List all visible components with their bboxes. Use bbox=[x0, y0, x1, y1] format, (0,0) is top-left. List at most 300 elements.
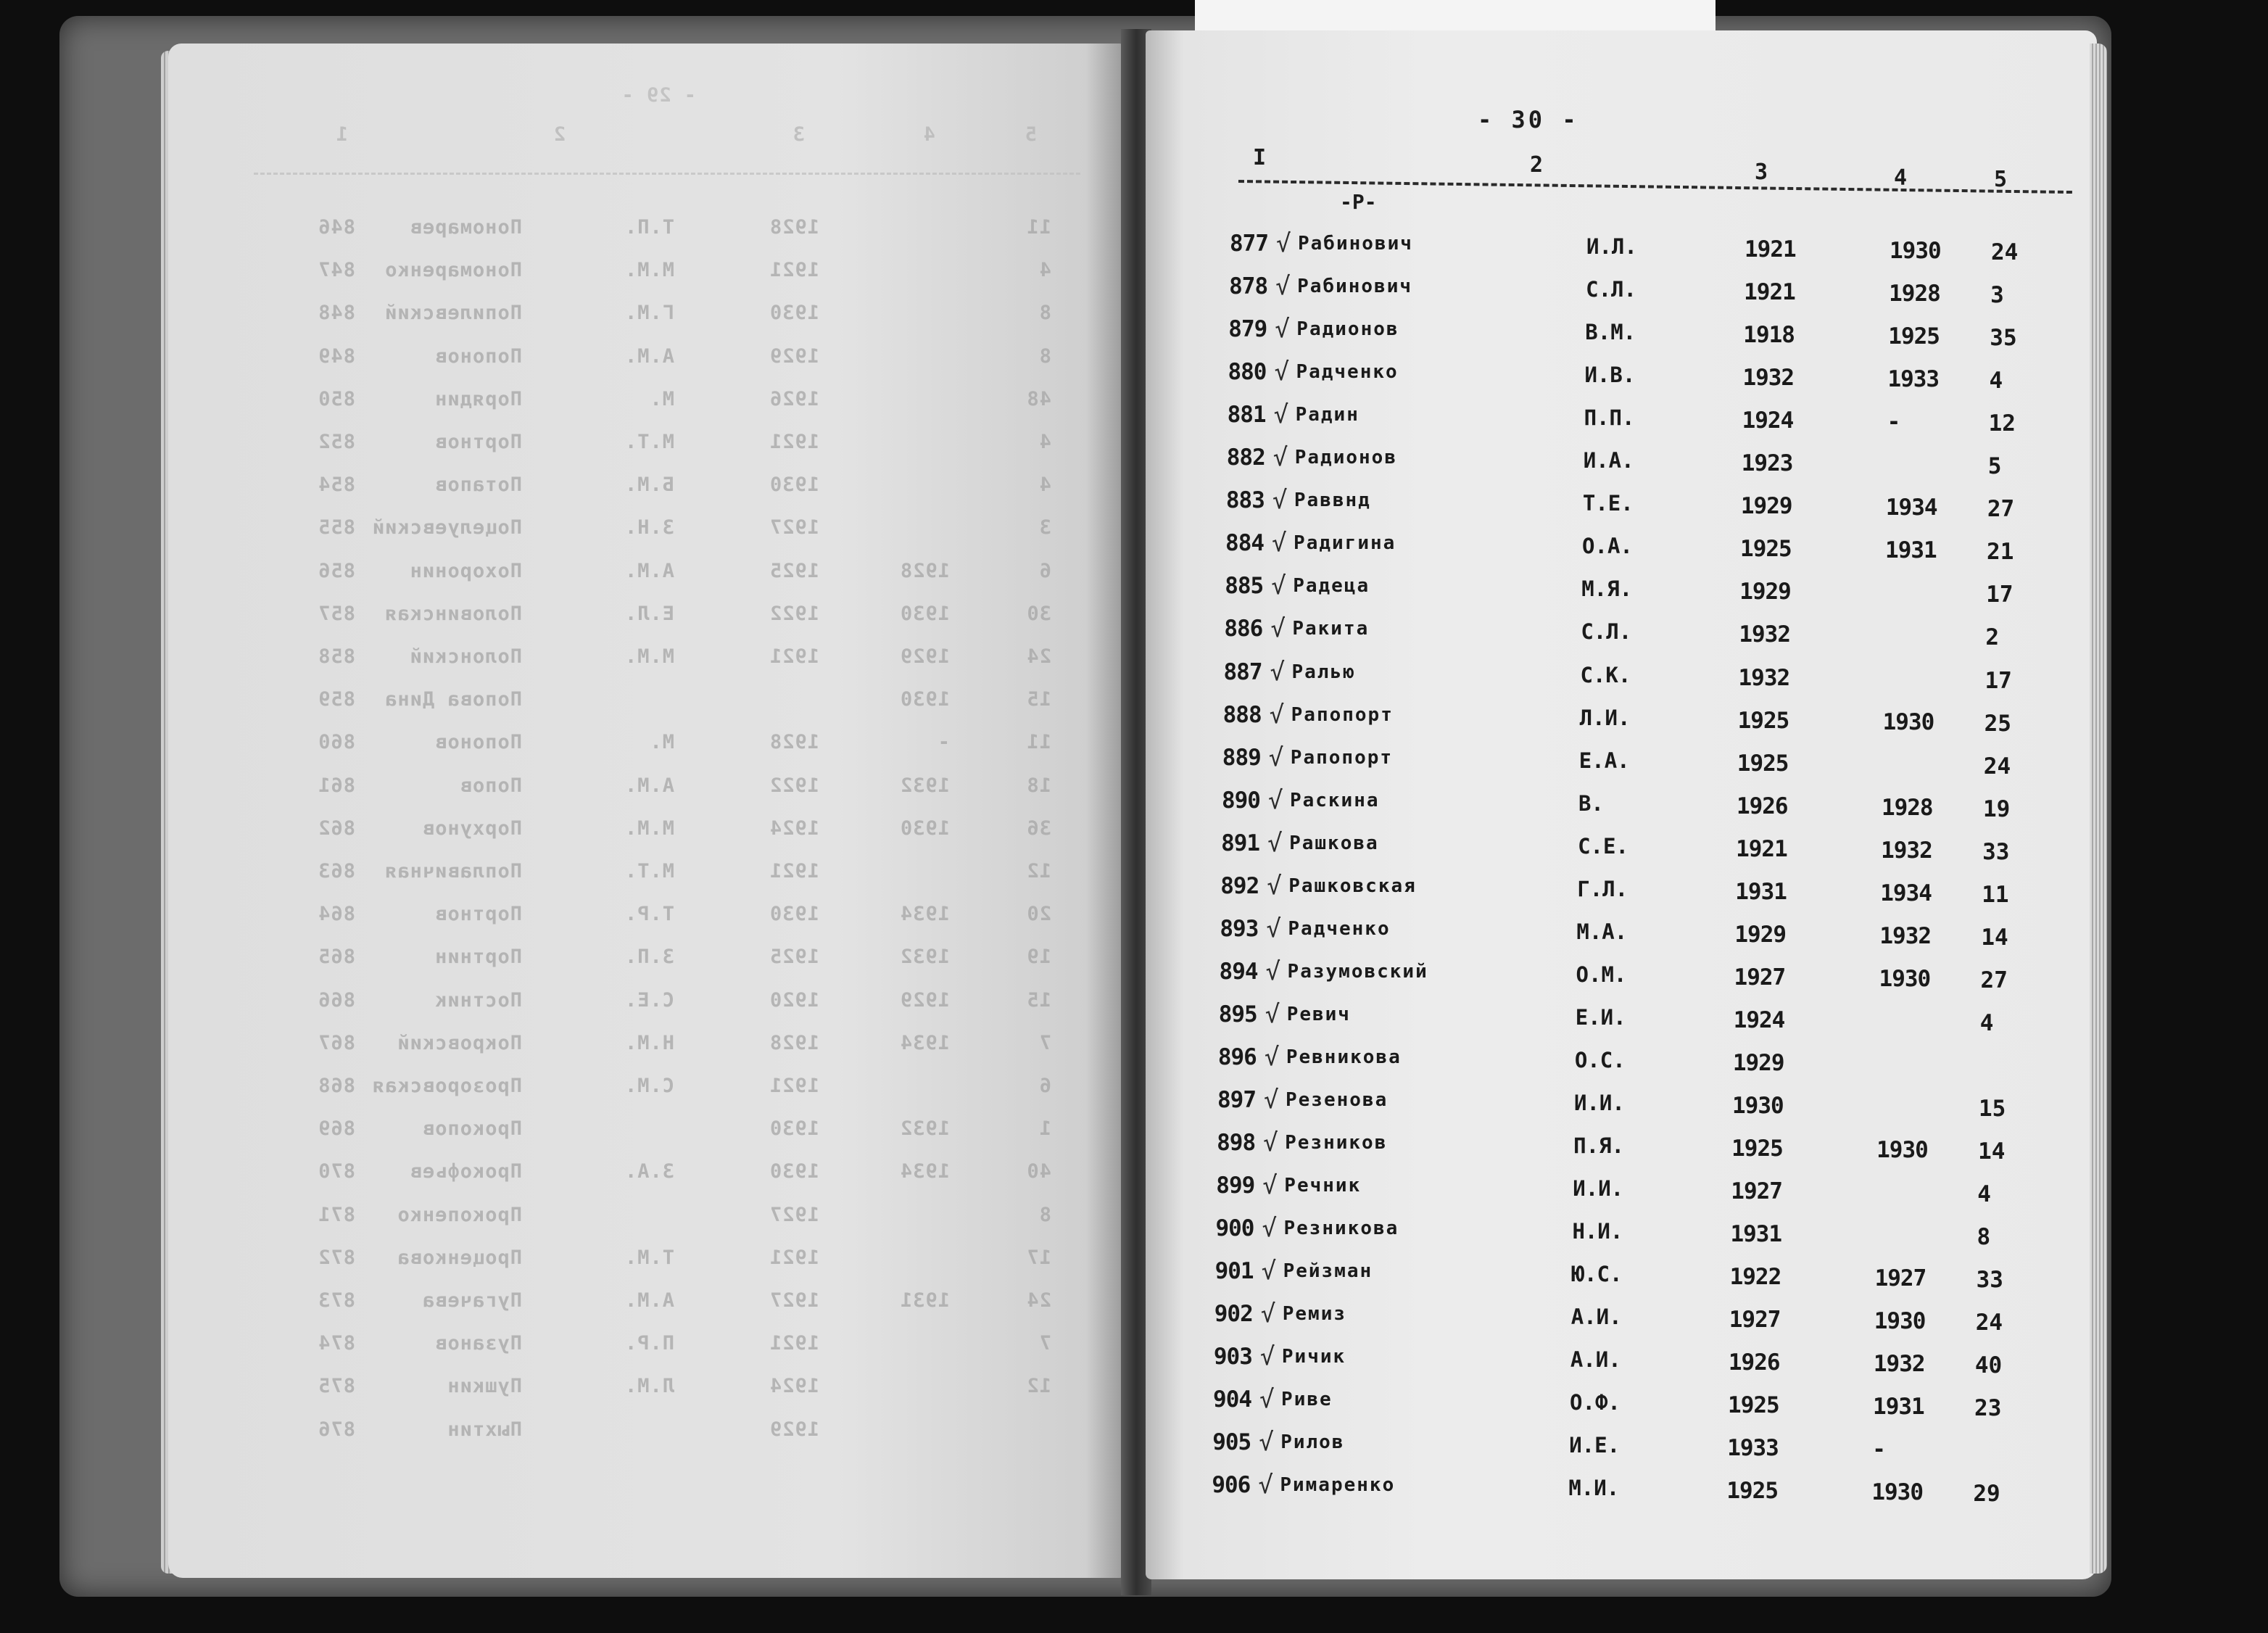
bleed-year: 1920 bbox=[769, 988, 819, 1012]
initials: П.П. bbox=[1584, 405, 1635, 431]
entry-number: 900 bbox=[1215, 1215, 1254, 1242]
year-col-3: 1918 bbox=[1743, 322, 1795, 349]
bleed-no: 865 bbox=[318, 946, 355, 969]
bleed-count: 8 bbox=[1038, 1203, 1051, 1226]
count-col-5: 33 bbox=[1982, 838, 2010, 865]
bleed-name: Попилевский bbox=[384, 302, 522, 325]
year-col-4: 1925 bbox=[1888, 323, 1940, 350]
entry-number: 898 bbox=[1217, 1130, 1256, 1157]
year-col-4: 1928 bbox=[1889, 281, 1940, 307]
year-col-3: 1925 bbox=[1728, 1392, 1779, 1419]
bleed-year2: 1932 bbox=[899, 774, 950, 797]
check-mark-icon: √ bbox=[1270, 614, 1286, 644]
check-mark-icon: √ bbox=[1276, 229, 1291, 258]
initials: О.М. bbox=[1576, 962, 1627, 987]
year-col-3: 1927 bbox=[1734, 964, 1786, 991]
bleed-name: Портнов bbox=[434, 431, 522, 453]
bleed-count: 12 bbox=[1026, 860, 1051, 882]
bleed-no: 854 bbox=[318, 474, 355, 497]
year-col-4: - bbox=[1887, 409, 1900, 436]
register-row bbox=[0, 785, 2268, 822]
bleed-name: Проценкова bbox=[397, 1246, 522, 1269]
initials: О.А. bbox=[1582, 534, 1633, 559]
year-col-4: 1930 bbox=[1876, 1137, 1928, 1164]
bleed-initials: С.Е. bbox=[624, 988, 674, 1012]
register-row bbox=[0, 315, 2268, 352]
entry-number: 895 bbox=[1218, 1001, 1257, 1028]
bleed-no: 855 bbox=[318, 516, 355, 539]
year-col-3: 1932 bbox=[1739, 621, 1790, 648]
initials: В. bbox=[1578, 790, 1604, 816]
year-col-4: 1930 bbox=[1879, 965, 1931, 992]
bleed-year: 1930 bbox=[769, 903, 819, 926]
register-row bbox=[0, 1254, 2268, 1292]
initials: М.Я. bbox=[1581, 576, 1633, 602]
count-col-5: 25 bbox=[1984, 710, 2011, 737]
bleed-initials: М.Т. bbox=[624, 431, 674, 453]
surname: Риве bbox=[1281, 1389, 1333, 1411]
check-mark-icon: √ bbox=[1270, 657, 1285, 687]
entry-number: 884 bbox=[1225, 530, 1265, 557]
bleed-name: Порядин bbox=[434, 387, 522, 410]
entry-number: 889 bbox=[1222, 744, 1261, 771]
year-col-3: 1921 bbox=[1736, 835, 1787, 862]
check-mark-icon: √ bbox=[1273, 400, 1289, 430]
year-col-4: 1934 bbox=[1885, 495, 1937, 521]
bleed-name: Половинская bbox=[384, 602, 522, 625]
bleed-count: 6 bbox=[1038, 559, 1051, 582]
initials: И.А. bbox=[1583, 448, 1634, 474]
bleed-year: 1921 bbox=[769, 1332, 819, 1355]
check-mark-icon: √ bbox=[1264, 1086, 1279, 1115]
bleed-name: Попонов bbox=[434, 344, 522, 368]
bleed-year2: 1934 bbox=[899, 903, 950, 926]
bleed-year: 1922 bbox=[769, 774, 819, 797]
register-row bbox=[0, 528, 2268, 566]
register-row bbox=[0, 485, 2268, 523]
count-col-5: 5 bbox=[1987, 453, 2002, 480]
bleed-name: Прозоровская bbox=[371, 1075, 522, 1097]
check-mark-icon: √ bbox=[1260, 1299, 1276, 1329]
bleed-year: 1930 bbox=[769, 474, 819, 497]
register-row bbox=[0, 357, 2268, 395]
bleed-name: Пономаренко bbox=[384, 259, 522, 282]
bleed-year: 1921 bbox=[769, 645, 819, 668]
check-mark-icon: √ bbox=[1266, 914, 1281, 943]
bleed-year: 1921 bbox=[769, 1246, 819, 1269]
bleed-count: 15 bbox=[1026, 988, 1051, 1012]
count-col-5: 24 bbox=[1975, 1310, 2003, 1336]
left-page-number: - 29 - bbox=[621, 84, 696, 107]
register-row bbox=[0, 1297, 2268, 1335]
register-row bbox=[0, 571, 2268, 608]
initials: Е.И. bbox=[1575, 1004, 1626, 1030]
initials: И.И. bbox=[1573, 1176, 1624, 1202]
entry-number: 897 bbox=[1217, 1087, 1256, 1113]
year-col-3: 1932 bbox=[1738, 664, 1790, 691]
bleed-count: 11 bbox=[1026, 731, 1051, 754]
check-mark-icon: √ bbox=[1262, 1214, 1277, 1244]
initials: С.Е. bbox=[1578, 833, 1628, 859]
bleed-name: Портнин bbox=[434, 946, 522, 969]
check-mark-icon: √ bbox=[1265, 956, 1281, 986]
initials: И.И. bbox=[1574, 1091, 1625, 1115]
bleed-year: 1929 bbox=[769, 344, 819, 368]
check-mark-icon: √ bbox=[1268, 743, 1284, 772]
entry-number: 901 bbox=[1214, 1258, 1254, 1285]
left-col-header-5: 5 bbox=[1024, 123, 1037, 146]
register-row bbox=[0, 443, 2268, 481]
bleed-count: 30 bbox=[1026, 602, 1051, 625]
count-col-5: 4 bbox=[1989, 368, 2003, 394]
bleed-name: Прокофьев bbox=[409, 1160, 522, 1183]
bleed-year2: 1929 bbox=[899, 645, 950, 668]
surname: Радин bbox=[1295, 404, 1359, 426]
year-col-3: 1929 bbox=[1732, 1049, 1784, 1076]
bleed-year2: - bbox=[937, 731, 950, 754]
year-col-4: 1930 bbox=[1871, 1479, 1923, 1506]
bleed-initials: А.М. bbox=[624, 1289, 674, 1312]
entry-number: 896 bbox=[1217, 1043, 1257, 1070]
year-col-4: - bbox=[1872, 1436, 1885, 1463]
bleed-initials: Б.М. bbox=[624, 474, 674, 497]
year-col-4: 1932 bbox=[1879, 922, 1932, 949]
register-row bbox=[0, 1041, 2268, 1078]
entry-number: 879 bbox=[1228, 316, 1267, 343]
entry-number: 906 bbox=[1212, 1472, 1251, 1499]
bleed-initials: Е.Л. bbox=[624, 602, 674, 625]
bleed-no: 860 bbox=[318, 731, 355, 754]
surname: Радионов bbox=[1296, 318, 1399, 341]
check-mark-icon: √ bbox=[1267, 871, 1282, 901]
year-col-4: 1933 bbox=[1887, 366, 1940, 393]
bleed-no: 861 bbox=[318, 774, 355, 797]
bleed-name: Поплавичная bbox=[384, 860, 522, 882]
surname: Рабинович bbox=[1297, 276, 1413, 298]
year-col-3: 1927 bbox=[1729, 1307, 1781, 1334]
surname: Ревич bbox=[1286, 1003, 1351, 1025]
initials: О.Ф. bbox=[1570, 1390, 1621, 1415]
year-col-3: 1929 bbox=[1740, 493, 1792, 520]
bleed-year: 1927 bbox=[769, 1289, 819, 1312]
bleed-initials: Г.М. bbox=[624, 302, 674, 325]
bleed-year2: 1932 bbox=[899, 1117, 950, 1141]
surname: Резников bbox=[1285, 1132, 1388, 1154]
bleed-no: 857 bbox=[318, 602, 355, 625]
count-col-5: 27 bbox=[1980, 967, 2008, 993]
bleed-no: 874 bbox=[318, 1332, 355, 1355]
register-row bbox=[0, 955, 2268, 993]
bleed-count: 6 bbox=[1038, 1075, 1051, 1097]
bleed-count: 12 bbox=[1026, 1375, 1051, 1398]
count-col-5: 40 bbox=[1974, 1352, 2003, 1379]
left-col-header-1: 1 bbox=[335, 123, 348, 146]
count-col-5: 3 bbox=[1990, 282, 2004, 309]
bleed-no: 866 bbox=[318, 988, 355, 1012]
col-header-3: 3 bbox=[1755, 160, 1768, 185]
bleed-year2: 1930 bbox=[899, 817, 950, 840]
check-mark-icon: √ bbox=[1264, 1042, 1280, 1072]
bleed-no: 868 bbox=[318, 1075, 355, 1097]
bleed-initials: С.М. bbox=[624, 1075, 674, 1097]
bleed-no: 846 bbox=[318, 216, 355, 239]
surname: Раввнд bbox=[1294, 489, 1371, 512]
check-mark-icon: √ bbox=[1262, 1171, 1278, 1201]
year-col-3: 1927 bbox=[1731, 1178, 1782, 1205]
left-col-header-3: 3 bbox=[792, 123, 805, 146]
check-mark-icon: √ bbox=[1263, 1128, 1278, 1158]
surname: Ремиз bbox=[1282, 1303, 1347, 1326]
bleed-count: 11 bbox=[1026, 216, 1051, 239]
entry-number: 883 bbox=[1225, 487, 1265, 514]
initials: И.В. bbox=[1584, 363, 1636, 388]
bleed-no: 850 bbox=[318, 387, 355, 410]
bleed-no: 847 bbox=[318, 259, 355, 282]
bleed-year: 1922 bbox=[769, 602, 819, 625]
check-mark-icon: √ bbox=[1259, 1342, 1275, 1372]
col-header-4: 4 bbox=[1894, 165, 1908, 191]
bleed-year: 1927 bbox=[769, 1203, 819, 1226]
count-col-5: 24 bbox=[1991, 239, 2019, 265]
bleed-no: 852 bbox=[318, 431, 355, 453]
col-header-2: 2 bbox=[1530, 152, 1544, 178]
bleed-year2: 1932 bbox=[899, 946, 950, 969]
bleed-year: 1925 bbox=[769, 559, 819, 582]
initials: Н.И. bbox=[1572, 1219, 1623, 1244]
bleed-year2: 1930 bbox=[899, 602, 950, 625]
check-mark-icon: √ bbox=[1272, 529, 1287, 558]
count-col-5: 19 bbox=[1982, 795, 2011, 822]
bleed-initials: М.М. bbox=[624, 645, 674, 668]
bleed-name: Портнов bbox=[434, 903, 522, 926]
bleed-year: 1921 bbox=[769, 1075, 819, 1097]
register-row bbox=[0, 699, 2268, 737]
bleed-no: 876 bbox=[318, 1418, 355, 1441]
year-col-3: 1933 bbox=[1727, 1435, 1779, 1462]
surname: Рапопорт bbox=[1291, 703, 1394, 726]
bleed-initials: Т.М. bbox=[624, 1246, 674, 1269]
bleed-no: 870 bbox=[318, 1160, 355, 1183]
surname: Раскина bbox=[1289, 789, 1380, 811]
initials: А.И. bbox=[1570, 1305, 1622, 1330]
check-mark-icon: √ bbox=[1271, 571, 1286, 601]
entry-number: 888 bbox=[1222, 701, 1262, 728]
year-col-3: 1931 bbox=[1730, 1221, 1782, 1248]
bleed-count: 4 bbox=[1038, 259, 1051, 282]
entry-number: 899 bbox=[1216, 1173, 1255, 1199]
register-row bbox=[0, 912, 2268, 950]
bleed-count: 4 bbox=[1038, 431, 1051, 453]
entry-number: 880 bbox=[1228, 359, 1267, 386]
year-col-4: 1932 bbox=[1881, 837, 1932, 864]
bleed-initials: М. bbox=[649, 387, 674, 410]
year-col-3: 1926 bbox=[1728, 1349, 1780, 1376]
register-row bbox=[0, 870, 2268, 908]
surname: Резникова bbox=[1283, 1217, 1399, 1240]
bleed-count: 19 bbox=[1026, 946, 1051, 969]
count-col-5: 35 bbox=[1990, 325, 2017, 352]
bleed-initials: З.А. bbox=[624, 1160, 674, 1183]
initials: И.Л. bbox=[1586, 234, 1637, 259]
bleed-count: 4 bbox=[1038, 474, 1051, 497]
year-col-3: 1921 bbox=[1745, 236, 1796, 262]
year-col-4: 1928 bbox=[1881, 794, 1933, 821]
count-col-5: 2 bbox=[1985, 624, 2000, 651]
bleed-initials: Т.Р. bbox=[624, 903, 674, 926]
bleed-year: 1925 bbox=[769, 946, 819, 969]
count-col-5: 12 bbox=[1988, 410, 2016, 437]
register-row bbox=[0, 1339, 2268, 1377]
year-col-4: 1934 bbox=[1880, 880, 1932, 906]
bleed-name: Пономарев bbox=[409, 216, 522, 239]
count-col-5: 29 bbox=[1973, 1481, 2000, 1508]
bleed-year: 1928 bbox=[769, 216, 819, 239]
surname: Радеца bbox=[1293, 575, 1370, 598]
bleed-name: Пузанов bbox=[434, 1332, 522, 1355]
bleed-name: Постник bbox=[434, 988, 522, 1012]
year-col-3: 1921 bbox=[1744, 279, 1795, 306]
bleed-initials: Н.М. bbox=[624, 1031, 674, 1054]
register-row bbox=[0, 400, 2268, 438]
entry-number: 905 bbox=[1212, 1429, 1251, 1456]
bleed-count: 7 bbox=[1038, 1031, 1051, 1054]
bleed-name: Покровский bbox=[397, 1031, 522, 1054]
bleed-initials: М.М. bbox=[624, 817, 674, 840]
check-mark-icon: √ bbox=[1261, 1257, 1277, 1286]
initials: О.С. bbox=[1574, 1047, 1626, 1072]
bleed-no: 858 bbox=[318, 645, 355, 668]
bleed-no: 848 bbox=[318, 302, 355, 325]
initials: И.Е. bbox=[1569, 1433, 1621, 1458]
register-row bbox=[0, 613, 2268, 651]
year-col-3: 1925 bbox=[1737, 707, 1789, 734]
bleed-count: 18 bbox=[1026, 774, 1051, 797]
surname: Ричик bbox=[1281, 1346, 1346, 1368]
check-mark-icon: √ bbox=[1269, 700, 1285, 729]
register-row bbox=[0, 1468, 2268, 1508]
year-col-3: 1922 bbox=[1729, 1264, 1781, 1291]
entry-number: 893 bbox=[1220, 915, 1259, 942]
bleed-count: 1 bbox=[1038, 1117, 1051, 1141]
bleed-year: 1921 bbox=[769, 860, 819, 882]
year-col-4: 1927 bbox=[1874, 1265, 1926, 1292]
bleed-no: 869 bbox=[318, 1117, 355, 1141]
bleed-year: 1921 bbox=[769, 259, 819, 282]
count-col-5: 4 bbox=[1979, 1009, 1994, 1036]
entry-number: 892 bbox=[1220, 872, 1259, 899]
check-mark-icon: √ bbox=[1272, 443, 1288, 473]
bleed-initials: П.Р. bbox=[624, 1332, 674, 1355]
register-row bbox=[0, 272, 2268, 310]
check-mark-icon: √ bbox=[1274, 357, 1289, 387]
bleed-year: 1927 bbox=[769, 516, 819, 539]
check-mark-icon: √ bbox=[1265, 999, 1280, 1029]
year-col-3: 1932 bbox=[1742, 365, 1795, 392]
bleed-no: 863 bbox=[318, 860, 355, 882]
left-col-header-2: 2 bbox=[552, 123, 566, 146]
bleed-initials: М. bbox=[649, 731, 674, 754]
bleed-count: 8 bbox=[1038, 302, 1051, 325]
bleed-year: 1924 bbox=[769, 817, 819, 840]
check-mark-icon: √ bbox=[1267, 828, 1283, 858]
bleed-count: 7 bbox=[1038, 1332, 1051, 1355]
initials: Г.Л. bbox=[1577, 876, 1628, 901]
bleed-year: 1930 bbox=[769, 1160, 819, 1183]
check-mark-icon: √ bbox=[1275, 272, 1291, 302]
entry-number: 904 bbox=[1213, 1386, 1252, 1413]
initials: Л.И. bbox=[1579, 705, 1631, 730]
register-row bbox=[0, 1083, 2268, 1121]
bleed-name: Поцелуевский bbox=[371, 516, 522, 539]
surname: Ракита bbox=[1292, 618, 1370, 640]
bleed-name: Полонский bbox=[409, 645, 522, 668]
initials: А.И. bbox=[1570, 1347, 1621, 1373]
bleed-year: 1930 bbox=[769, 1117, 819, 1141]
entry-number: 894 bbox=[1219, 958, 1258, 985]
count-col-5: 11 bbox=[1982, 881, 2009, 908]
bleed-count: 40 bbox=[1026, 1160, 1051, 1183]
year-col-3: 1924 bbox=[1733, 1006, 1785, 1033]
surname: Рилов bbox=[1280, 1431, 1345, 1454]
bleed-initials: М.Т. bbox=[624, 860, 674, 882]
bleed-year2: 1934 bbox=[899, 1160, 950, 1183]
surname: Радченко bbox=[1288, 917, 1391, 940]
bleed-no: 871 bbox=[318, 1203, 355, 1226]
year-col-3: 1924 bbox=[1742, 408, 1794, 434]
year-col-3: 1925 bbox=[1731, 1136, 1783, 1162]
count-col-5: 17 bbox=[1984, 667, 2012, 694]
entry-number: 887 bbox=[1223, 658, 1262, 685]
entry-number: 878 bbox=[1229, 273, 1268, 300]
count-col-5: 8 bbox=[1977, 1224, 1991, 1251]
col-header-5: 5 bbox=[1994, 167, 2008, 192]
bleed-year2: 1930 bbox=[899, 688, 950, 711]
surname: Рапопорт bbox=[1290, 746, 1394, 769]
year-col-4: 1931 bbox=[1885, 537, 1937, 564]
check-mark-icon: √ bbox=[1272, 486, 1288, 516]
bleed-count: 8 bbox=[1038, 344, 1051, 368]
bleed-name: Попов bbox=[459, 774, 522, 797]
year-col-3: 1926 bbox=[1736, 793, 1788, 819]
register-row bbox=[0, 742, 2268, 780]
bleed-initials: Т.П. bbox=[624, 216, 674, 239]
entry-number: 890 bbox=[1221, 787, 1260, 814]
bleed-year: 1930 bbox=[769, 302, 819, 325]
bleed-no: 864 bbox=[318, 903, 355, 926]
bleed-initials: А.М. bbox=[624, 559, 674, 582]
year-col-3: 1925 bbox=[1740, 536, 1792, 563]
col-header-1: I bbox=[1253, 145, 1267, 170]
year-col-4: 1930 bbox=[1890, 238, 1941, 264]
bleed-no: 873 bbox=[318, 1289, 355, 1312]
initials: М.А. bbox=[1576, 919, 1628, 944]
surname: Радионов bbox=[1294, 447, 1397, 469]
bleed-no: 859 bbox=[318, 688, 355, 711]
bleed-name: Попонов bbox=[434, 731, 522, 754]
register-row bbox=[0, 1169, 2268, 1207]
bleed-year2: 1929 bbox=[899, 988, 950, 1012]
count-col-5: 24 bbox=[1983, 753, 2011, 780]
bleed-name: Похоронин bbox=[409, 559, 522, 582]
bleed-year2: 1928 bbox=[899, 559, 950, 582]
initials: Т.Е. bbox=[1582, 491, 1634, 516]
initials: С.Л. bbox=[1586, 277, 1636, 302]
bleed-initials: З.П. bbox=[624, 946, 674, 969]
bleed-no: 856 bbox=[318, 559, 355, 582]
count-col-5: 14 bbox=[1981, 924, 2008, 951]
bleed-initials: М.М. bbox=[624, 259, 674, 282]
year-col-3: 1929 bbox=[1739, 579, 1791, 605]
